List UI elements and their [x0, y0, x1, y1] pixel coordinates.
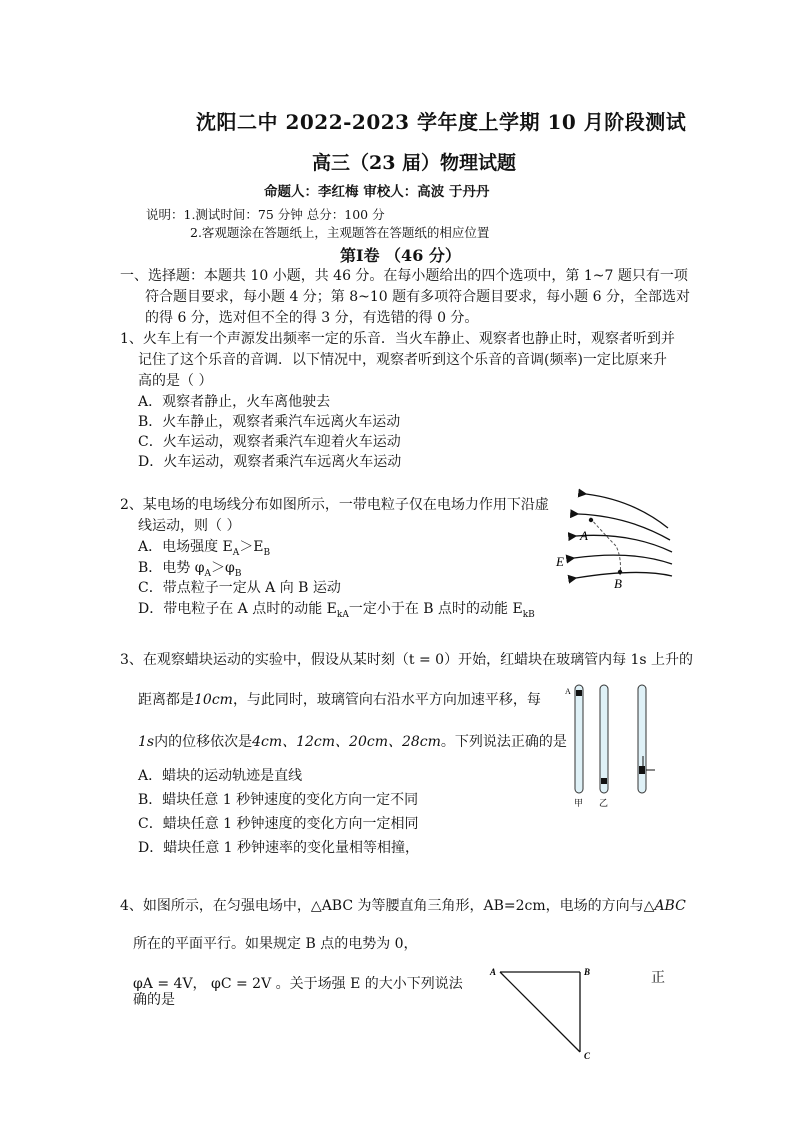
- q3-option-b: B．蜡块任意 1 秒钟速度的变化方向一定不同: [138, 792, 419, 808]
- q1-option-b: B．火车静止，观察者乘汽车远离火车运动: [138, 414, 401, 430]
- point-b: [618, 570, 622, 574]
- field-line: [574, 555, 672, 564]
- particle-path: [590, 518, 621, 576]
- field-line: [576, 572, 672, 578]
- q4-line-4: 确的是: [133, 992, 175, 1008]
- q3-option-d: D．蜡块任意 1 秒钟速率的变化量相等相撞，: [138, 840, 420, 856]
- authors-line: 命题人：李红梅 审校人：高波 于丹丹: [264, 184, 490, 200]
- q4-line-2: 所在的平面平行。如果规定 B 点的电势为 0，: [133, 936, 418, 952]
- note-line-2: 2.客观题涂在答题纸上，主观题答在答题纸的相应位置: [190, 225, 490, 240]
- q1-line-1: 1、火车上有一个声源发出频率一定的乐音．当火车静止、观察者也静止时，观察者听到并: [120, 331, 675, 347]
- q2-field-figure: [548, 488, 678, 600]
- q4-line-3-right: 正: [651, 970, 665, 986]
- label-e: E: [556, 554, 564, 569]
- tube-label-jia: 甲: [574, 799, 584, 809]
- tube-label-a: A: [565, 687, 571, 696]
- field-line: [578, 514, 670, 540]
- instructions-line-2: 符合题目要求，每小题 4 分；第 8~10 题有多项符合题目要求，每小题 6 分，全部选对: [145, 289, 690, 305]
- exam-title: 沈阳二中 2022-2023 学年度上学期 10 月阶段测试: [196, 110, 687, 134]
- q3-option-a: A．蜡块的运动轨迹是直线: [138, 768, 303, 784]
- field-line: [576, 535, 672, 552]
- label-b: B: [614, 576, 622, 591]
- q4-line-3: φA = 4V， φC = 2V 。关于场强 E 的大小下列说法: [133, 976, 463, 992]
- tube-jia: [575, 685, 583, 793]
- q4-triangle-figure: [488, 962, 598, 1062]
- side-ac: [500, 972, 580, 1052]
- q1-option-a: A．观察者静止，火车离他驶去: [138, 394, 331, 410]
- q2-line-2: 线运动，则（ ）: [138, 518, 241, 534]
- wax-block: [639, 766, 645, 774]
- tube-label-yi: 乙: [599, 799, 609, 809]
- q3-tube-figure: [563, 680, 663, 810]
- q1-option-c: C．火车运动，观察者乘汽车迎着火车运动: [138, 434, 401, 450]
- tube-bing: [638, 685, 646, 793]
- q2-option-a: A．电场强度 $E_A>E_B$: [138, 539, 271, 558]
- q2-option-d: D．带电粒子在 A 点时的动能 $E_{kA}$一定小于在 B 点时的动能 $E_{kB}$: [138, 601, 535, 620]
- point-a: [589, 518, 593, 522]
- section-heading: 第Ⅰ卷 （46 分）: [340, 246, 461, 265]
- instructions-line-1: 一、选择题：本题共 10 小题，共 46 分。在每小题给出的四个选项中，第 1~7 题只有一项: [120, 268, 688, 284]
- q2-line-1: 2、某电场的电场线分布如图所示，一带电粒子仅在电场力作用下沿虚: [120, 497, 549, 513]
- note-line-1: 说明：1.测试时间：75 分钟 总分：100 分: [146, 207, 385, 222]
- tube-yi: [600, 685, 608, 793]
- q2-option-b: B．电势 $\varphi_A>\varphi_B$: [138, 560, 242, 579]
- wax-block: [576, 690, 582, 696]
- q3-option-c: C．蜡块任意 1 秒钟速度的变化方向一定相同: [138, 816, 419, 832]
- q1-option-d: D．火车运动，观察者乘汽车远离火车运动: [138, 454, 402, 470]
- q1-line-3: 高的是（ ）: [138, 373, 213, 389]
- q4-line-1: 4、如图所示，在匀强电场中，△ABC 为等腰直角三角形，AB=2cm，电场的方向与△ABC: [120, 898, 686, 914]
- field-line: [586, 494, 668, 528]
- vertex-b: B: [584, 967, 591, 977]
- q1-line-2: 记住了这个乐音的音调．以下情况中，观察者听到这个乐音的音调(频率)一定比原来升: [138, 352, 667, 368]
- wax-block: [601, 778, 607, 784]
- q3-line-3: 1s内的位移依次是4cm、12cm、20cm、28cm。下列说法正确的是: [138, 734, 567, 750]
- instructions-line-3: 的得 6 分，选对但不全的得 3 分，有选错的得 0 分。: [145, 310, 479, 326]
- q3-line-2: 距离都是10cm，与此同时，玻璃管向右沿水平方向加速平移，每: [138, 692, 541, 708]
- exam-subtitle: 高三（23 届）物理试题: [312, 152, 517, 174]
- vertex-a: A: [490, 967, 497, 977]
- q2-option-c: C．带点粒子一定从 A 向 B 运动: [138, 580, 341, 596]
- q3-line-1: 3、在观察蜡块运动的实验中，假设从某时刻（t = 0）开始，红蜡块在玻璃管内每 1s 上升的: [120, 652, 694, 668]
- label-a: A: [580, 528, 588, 543]
- vertex-c: C: [584, 1051, 591, 1061]
